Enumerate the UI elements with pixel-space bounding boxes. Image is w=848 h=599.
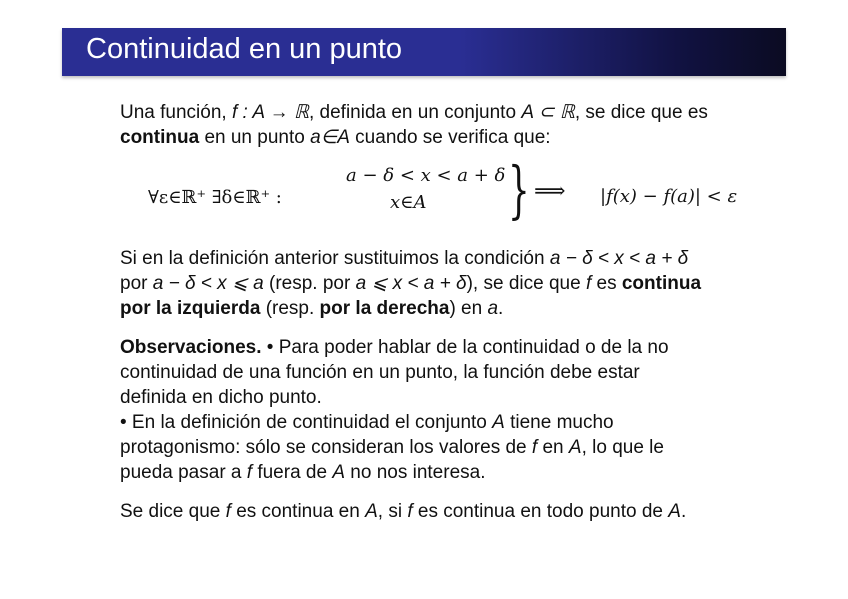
formula-condition-interval: a − δ < x < a + δ: [346, 165, 506, 186]
math: f: [531, 437, 538, 458]
bold-term: continua: [621, 273, 702, 294]
slide-title: Continuidad en un punto: [86, 33, 403, 65]
slide-content: [120, 100, 790, 524]
bold-term: por la derecha: [319, 298, 450, 319]
math: A: [668, 501, 681, 522]
text: es continua en todo punto de: [412, 501, 669, 522]
bold-term: por la izquierda: [120, 298, 261, 319]
slide-title-bar: [62, 28, 786, 76]
text: • Para poder hablar de la continuidad o de la no: [261, 337, 669, 358]
text: , se dice que es: [574, 102, 708, 123]
text: , definida en un conjunto: [308, 102, 522, 123]
math: A: [332, 462, 346, 483]
continuity-formula: [120, 153, 790, 236]
text: Se dice que: [120, 501, 226, 522]
math: a: [487, 298, 499, 319]
math: f: [246, 462, 253, 483]
math: A: [568, 437, 582, 458]
text: en: [537, 437, 569, 458]
bold-term: continua: [120, 127, 200, 148]
text: pueda pasar a: [120, 462, 247, 483]
text: Una función,: [120, 102, 232, 123]
math: f: [231, 102, 238, 123]
text: , si: [377, 501, 408, 522]
math: f: [585, 273, 592, 294]
math: : A → ℝ: [237, 102, 309, 123]
text: en un punto: [199, 127, 311, 148]
math: f: [225, 501, 231, 522]
formula-brace: }: [508, 153, 530, 226]
math: A: [365, 501, 378, 522]
math: a − δ < x ⩽ a: [152, 273, 264, 294]
math: A ⊂ ℝ: [521, 102, 575, 123]
text: no nos interesa.: [345, 462, 486, 483]
text: tiene mucho: [504, 412, 614, 433]
lateral-continuity-paragraph: [120, 246, 790, 321]
bold-term: Observaciones.: [120, 337, 262, 358]
text: continuidad de una función en un punto, la función debe estar: [120, 362, 640, 383]
text: ), se dice que: [466, 273, 586, 294]
text: definida en dicho punto.: [120, 387, 322, 408]
text: (resp.: [260, 298, 320, 319]
text: por: [120, 273, 153, 294]
formula-quantifiers: ∀ε∈ℝ⁺ ∃δ∈ℝ⁺ :: [148, 187, 282, 208]
math: a ⩽ x < a + δ: [355, 273, 467, 294]
continuity-on-set-paragraph: [120, 499, 790, 524]
text: fuera de: [252, 462, 333, 483]
text: cuando se verifica que:: [349, 127, 551, 148]
text: es: [591, 273, 622, 294]
math: a − δ < x < a + δ: [549, 248, 689, 269]
text: .: [498, 298, 504, 319]
text: • En la definición de continuidad el conjunto: [120, 412, 493, 433]
math: a∈A: [310, 127, 350, 148]
formula-condition-domain: x∈A: [390, 192, 427, 213]
text: ) en: [449, 298, 488, 319]
math: f: [407, 501, 413, 522]
formula-implies: ⟹: [534, 179, 566, 204]
definition-paragraph: [120, 100, 790, 150]
formula-result: |f(x) − f(a)| < ε: [600, 186, 738, 207]
math: A: [492, 412, 505, 433]
text: (resp. por: [263, 273, 356, 294]
observations-paragraph: [120, 335, 790, 485]
text: , lo que le: [581, 437, 664, 458]
text: .: [680, 501, 687, 522]
text: es continua en: [230, 501, 366, 522]
text: Si en la definición anterior sustituimos la condición: [120, 248, 550, 269]
text: protagonismo: sólo se consideran los valores de: [120, 437, 532, 458]
